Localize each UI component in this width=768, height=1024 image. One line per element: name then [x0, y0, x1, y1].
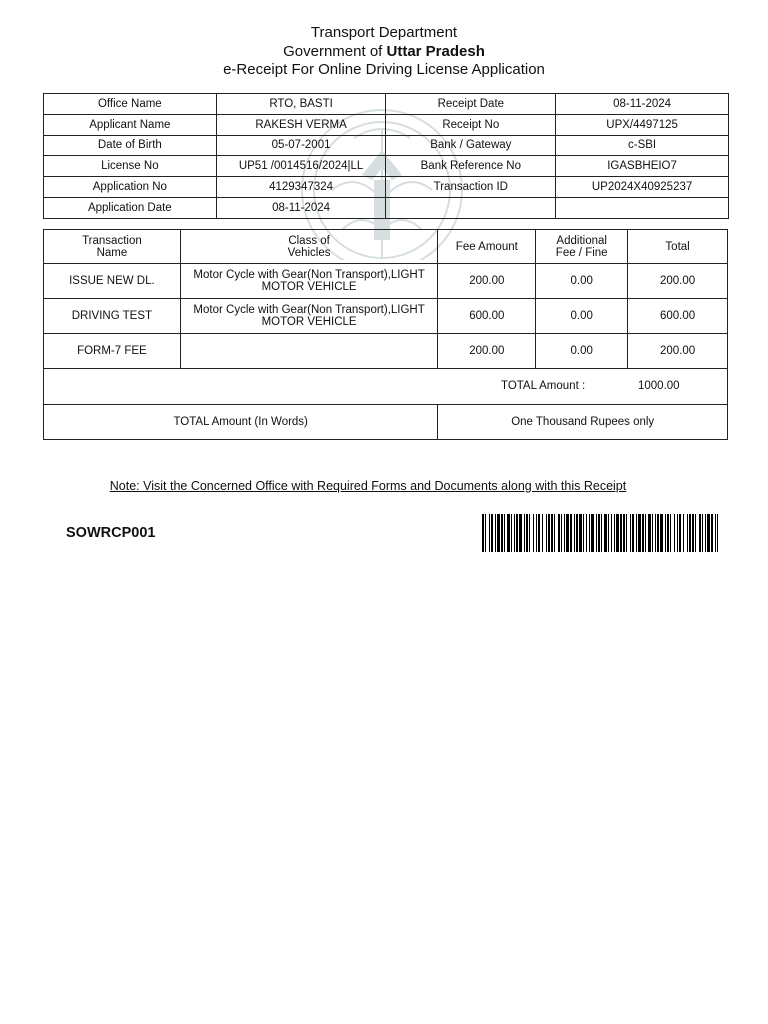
row-total: 600.00	[628, 299, 728, 334]
receipt-subtitle: e-Receipt For Online Driving License Application	[223, 61, 545, 78]
fee-amount: 600.00	[438, 299, 536, 334]
transaction-name: FORM-7 FEE	[44, 334, 181, 369]
table-row	[44, 334, 728, 369]
additional-fee: 0.00	[536, 299, 628, 334]
vehicle-class	[180, 299, 438, 334]
info-label: Transaction ID	[386, 177, 556, 198]
info-label	[386, 197, 556, 218]
barcode-bar	[648, 514, 651, 552]
info-value: UP2024X40925237	[556, 177, 729, 198]
table-row	[44, 264, 728, 299]
row-total: 200.00	[628, 334, 728, 369]
barcode-bar	[485, 514, 486, 552]
info-value: 08-11-2024	[216, 197, 386, 218]
transaction-name: DRIVING TEST	[44, 299, 181, 334]
header-text: Vehicles	[287, 246, 331, 259]
info-value: 4129347324	[216, 177, 386, 198]
barcode-bar	[504, 514, 505, 552]
barcode-bar	[533, 514, 534, 552]
barcode-bar	[482, 514, 484, 552]
vehicle-class	[180, 334, 438, 369]
barcode-bar	[623, 514, 625, 552]
barcode-bar	[570, 514, 572, 552]
table-row	[44, 156, 729, 177]
barcode-bar	[583, 514, 584, 552]
info-label: Application Date	[44, 197, 217, 218]
barcode-bar	[566, 514, 569, 552]
vehicle-class-line: MOTOR VEHICLE	[261, 281, 357, 293]
info-label: Application No	[44, 177, 217, 198]
info-value: UP51 /0014516/2024|LL	[216, 156, 386, 177]
barcode-bar	[558, 514, 560, 552]
barcode-bar	[529, 514, 530, 552]
total-row	[44, 369, 728, 405]
barcode-bar	[616, 514, 619, 552]
barcode-bar	[626, 514, 627, 552]
barcode-bar	[665, 514, 666, 552]
table-row	[44, 135, 729, 156]
fee-amount: 200.00	[438, 334, 536, 369]
barcode-bar	[554, 514, 555, 552]
vehicle-class-line: MOTOR VEHICLE	[261, 316, 357, 328]
barcode-bar	[491, 514, 493, 552]
barcode-bar	[604, 514, 607, 552]
barcode-bar	[546, 514, 547, 552]
government-prefix: Government of	[283, 43, 383, 60]
barcode-bar	[564, 514, 565, 552]
barcode-bar	[683, 514, 684, 552]
barcode-bar	[670, 514, 671, 552]
barcode-bar	[497, 514, 500, 552]
total-words-value: One Thousand Rupees only	[438, 405, 728, 440]
header-text: Transaction	[82, 234, 142, 247]
barcode-bar	[524, 514, 525, 552]
barcode-bar	[660, 514, 663, 552]
row-total: 200.00	[628, 264, 728, 299]
header-additional-fee	[536, 230, 628, 264]
table-row	[44, 197, 729, 218]
barcode-bar	[674, 514, 675, 552]
barcode-bar	[679, 514, 681, 552]
info-label: Applicant Name	[44, 114, 217, 135]
barcode-bar	[526, 514, 528, 552]
barcode-bar	[699, 514, 701, 552]
receipt-code: SOWRCP001	[66, 525, 156, 541]
transaction-name: ISSUE NEW DL.	[44, 264, 181, 299]
header-class-of-vehicles	[180, 230, 438, 264]
barcode-bar	[576, 514, 578, 552]
barcode-bar	[586, 514, 587, 552]
state-name: Uttar Pradesh	[386, 43, 485, 60]
fee-header-row	[44, 230, 728, 264]
additional-fee: 0.00	[536, 334, 628, 369]
total-amount-label: TOTAL Amount :	[501, 380, 586, 392]
barcode-bar	[538, 514, 540, 552]
barcode-bar	[598, 514, 600, 552]
barcode-bar	[519, 514, 522, 552]
table-row	[44, 299, 728, 334]
total-cell	[44, 369, 728, 405]
header-total: Total	[628, 230, 728, 264]
vehicle-class	[180, 264, 438, 299]
barcode-bar	[589, 514, 590, 552]
info-value: 05-07-2001	[216, 135, 386, 156]
info-label: Office Name	[44, 94, 217, 115]
header-text: Class of	[288, 234, 330, 247]
barcode-bar	[574, 514, 575, 552]
department-title: Transport Department	[310, 24, 458, 41]
barcode-bar	[620, 514, 622, 552]
info-label: Bank / Gateway	[386, 135, 556, 156]
total-amount-value: 1000.00	[638, 380, 680, 392]
info-value: 08-11-2024	[556, 94, 729, 115]
barcode-bar	[561, 514, 562, 552]
barcode-bar	[630, 514, 631, 552]
barcode-bar	[501, 514, 503, 552]
barcode-bar	[514, 514, 515, 552]
info-value: RAKESH VERMA	[216, 114, 386, 135]
barcode-bar	[667, 514, 669, 552]
barcode-bar	[591, 514, 594, 552]
fee-table	[43, 229, 728, 440]
barcode-bar	[692, 514, 694, 552]
barcode-bar	[702, 514, 703, 552]
barcode-bar	[551, 514, 553, 552]
barcode-bar	[657, 514, 659, 552]
applicant-info-table	[43, 93, 729, 219]
barcode-bar	[715, 514, 716, 552]
barcode-bar	[489, 514, 490, 552]
barcode-bar	[705, 514, 706, 552]
total-words-label: TOTAL Amount (In Words)	[44, 405, 438, 440]
barcode-bar	[687, 514, 688, 552]
vehicle-class-line: Motor Cycle with Gear(Non Transport),LIGHT	[193, 304, 425, 316]
total-words-row	[44, 405, 728, 440]
barcode-bar	[652, 514, 653, 552]
barcode-bar	[711, 514, 713, 552]
barcode-bar	[495, 514, 496, 552]
info-label: Bank Reference No	[386, 156, 556, 177]
fee-amount: 200.00	[438, 264, 536, 299]
info-label: Date of Birth	[44, 135, 217, 156]
barcode-bar	[542, 514, 543, 552]
vehicle-class-line: Motor Cycle with Gear(Non Transport),LIGHT	[193, 269, 425, 281]
barcode-bar	[614, 514, 615, 552]
barcode-bar	[645, 514, 646, 552]
table-row	[44, 177, 729, 198]
info-value	[556, 197, 729, 218]
info-label: Receipt No	[386, 114, 556, 135]
barcode-bar	[516, 514, 518, 552]
barcode-bar	[707, 514, 710, 552]
header-fee-amount: Fee Amount	[438, 230, 536, 264]
barcode-bar	[638, 514, 641, 552]
table-row	[44, 114, 729, 135]
barcode-bar	[695, 514, 696, 552]
barcode-bar	[601, 514, 602, 552]
barcode-icon	[482, 514, 718, 552]
barcode-bar	[611, 514, 612, 552]
barcode-bar	[717, 514, 718, 552]
header-text: Name	[96, 246, 128, 259]
barcode-bar	[536, 514, 537, 552]
table-row	[44, 94, 729, 115]
info-label: Receipt Date	[386, 94, 556, 115]
barcode-bar	[579, 514, 582, 552]
barcode-bar	[507, 514, 510, 552]
receipt-note: Note: Visit the Concerned Office with Required Forms and Documents along with this Receipt	[109, 479, 627, 493]
barcode-bar	[596, 514, 597, 552]
barcode-bar	[636, 514, 637, 552]
government-line	[0, 43, 768, 60]
header-text: Fee / Fine	[555, 246, 608, 259]
info-value: c-SBI	[556, 135, 729, 156]
barcode-bar	[677, 514, 678, 552]
barcode-bar	[608, 514, 609, 552]
barcode-bar	[632, 514, 634, 552]
barcode-bar	[548, 514, 550, 552]
barcode-bar	[511, 514, 512, 552]
info-label: License No	[44, 156, 217, 177]
header-transaction-name	[44, 230, 181, 264]
barcode-bar	[689, 514, 691, 552]
additional-fee: 0.00	[536, 264, 628, 299]
barcode-bar	[655, 514, 656, 552]
barcode-bar	[642, 514, 644, 552]
header-text: Additional	[556, 234, 607, 247]
info-value: IGASBHEIO7	[556, 156, 729, 177]
info-value: RTO, BASTI	[216, 94, 386, 115]
info-value: UPX/4497125	[556, 114, 729, 135]
